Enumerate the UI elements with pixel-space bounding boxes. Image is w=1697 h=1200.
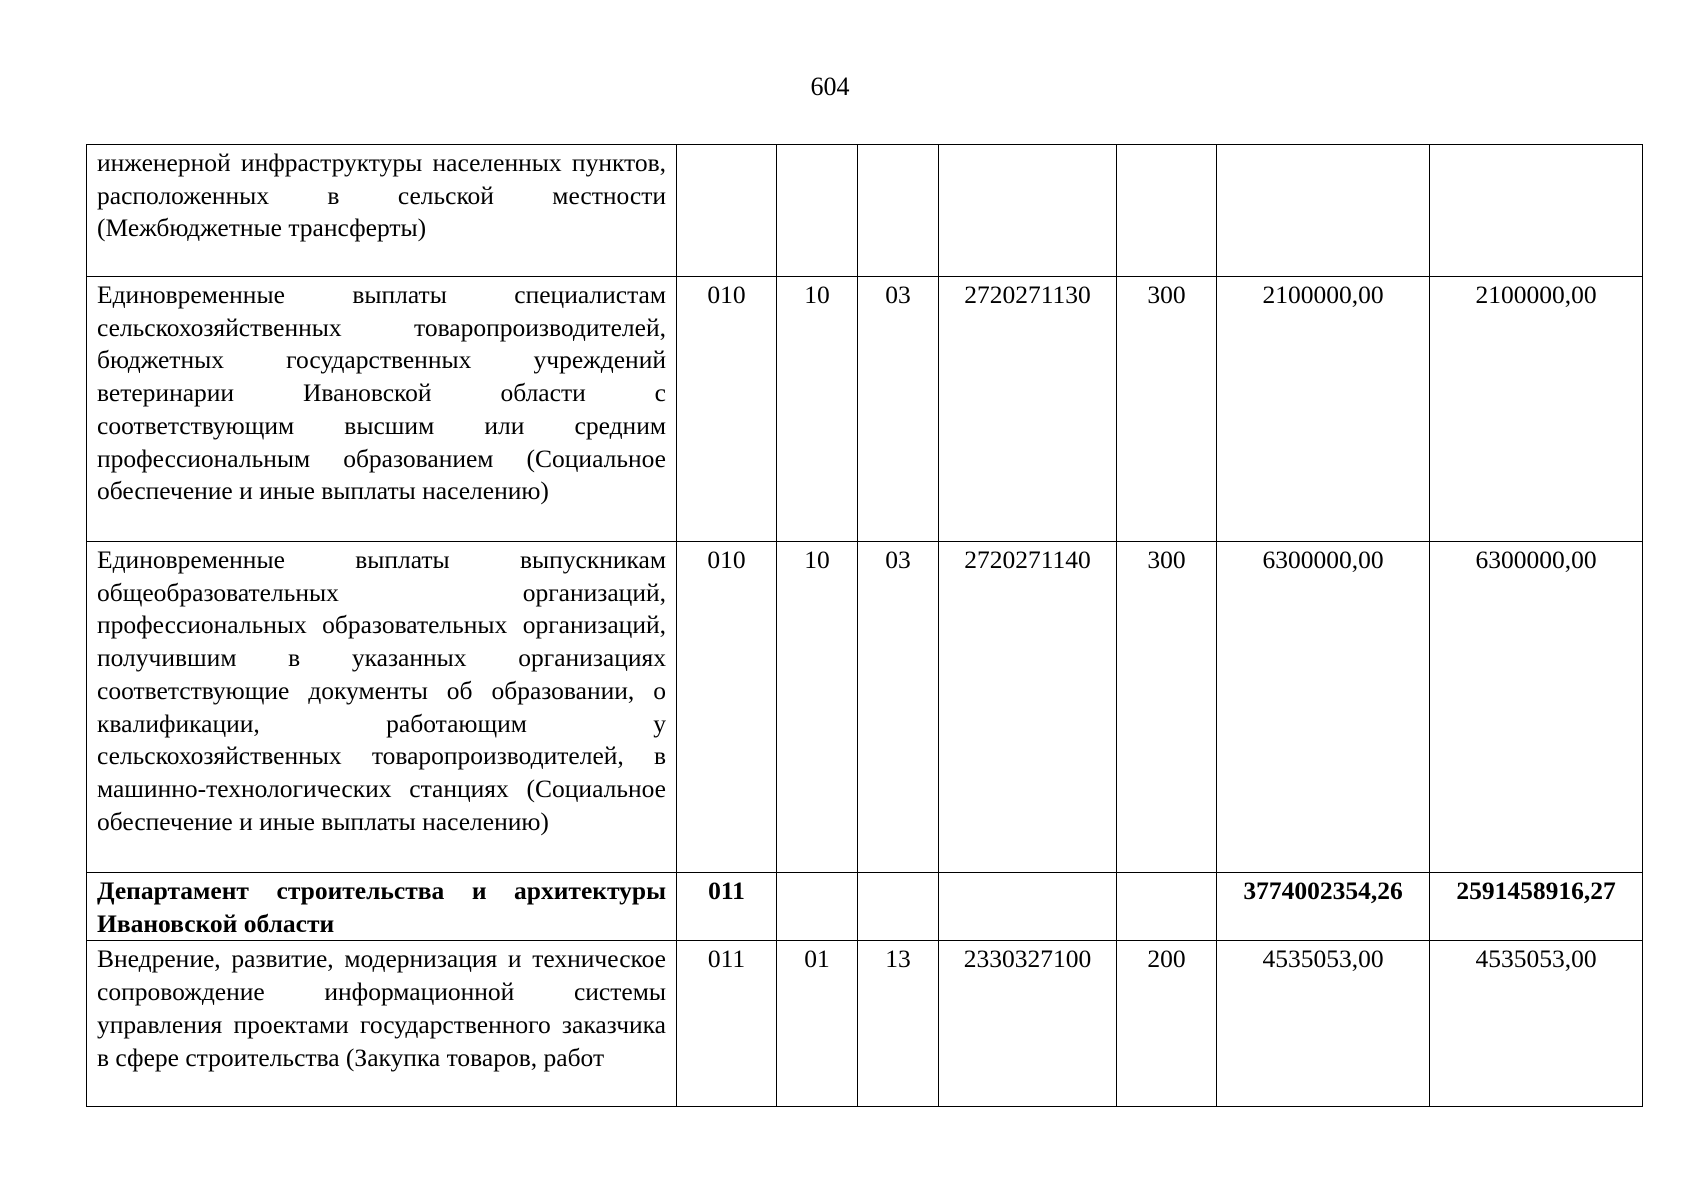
row-expense-type-code: 200	[1117, 941, 1217, 1107]
department-sum-year-2: 2591458916,27	[1430, 873, 1643, 941]
row-subsection-code: 03	[858, 277, 939, 542]
row-glav-code: 010	[677, 542, 777, 873]
row-description: инженерной инфраструктуры населенных пунктов, расположенных в сельской местности (Межбюджетные трансферты)	[87, 145, 677, 277]
row-subsection-code	[858, 145, 939, 277]
row-subsection-code	[858, 873, 939, 941]
row-glav-code: 011	[677, 873, 777, 941]
row-glav-code: 011	[677, 941, 777, 1107]
row-target-article-code	[939, 873, 1117, 941]
row-sum-year-2: 2100000,00	[1430, 277, 1643, 542]
row-sum-year-2: 6300000,00	[1430, 542, 1643, 873]
row-section-code	[777, 145, 858, 277]
table-row	[87, 145, 1643, 277]
row-expense-type-code: 300	[1117, 277, 1217, 542]
row-section-code: 10	[777, 542, 858, 873]
budget-table	[86, 144, 1643, 1107]
row-description: Единовременные выплаты специалистам сельскохозяйственных товаропроизводителей, бюджетных государственных учреждений ветеринарии Ивановской области с соответствующим высшим или средним профессиональным образованием (Социальное обеспечение и иные выплаты населению)	[87, 277, 677, 542]
row-expense-type-code	[1117, 145, 1217, 277]
row-subsection-code: 13	[858, 941, 939, 1107]
row-target-article-code	[939, 145, 1117, 277]
row-description: Внедрение, развитие, модернизация и техническое сопровождение информационной системы управления проектами государственного заказчика в сфере строительства (Закупка товаров, работ	[87, 941, 677, 1107]
table-row	[87, 542, 1643, 873]
row-section-code: 10	[777, 277, 858, 542]
table-row	[87, 277, 1643, 542]
row-glav-code: 010	[677, 277, 777, 542]
row-sum-year-1: 4535053,00	[1217, 941, 1430, 1107]
department-name: Департамент строительства и архитектуры Ивановской области	[87, 873, 677, 941]
row-sum-year-1: 2100000,00	[1217, 277, 1430, 542]
table-row-department	[87, 873, 1643, 941]
row-target-article-code: 2720271140	[939, 542, 1117, 873]
page-number: 604	[810, 72, 850, 101]
department-sum-year-1: 3774002354,26	[1217, 873, 1430, 941]
row-expense-type-code	[1117, 873, 1217, 941]
row-description: Единовременные выплаты выпускникам общеобразовательных организаций, профессиональных образовательных организаций, получившим в указанных организациях соответствующие документы об образовании, о квалификации, работающим у сельскохозяйственных товаропроизводителей, в машинно-технологических станциях (Социальное обеспечение и иные выплаты населению)	[87, 542, 677, 873]
row-subsection-code: 03	[858, 542, 939, 873]
row-glav-code	[677, 145, 777, 277]
row-target-article-code: 2330327100	[939, 941, 1117, 1107]
row-sum-year-2: 4535053,00	[1430, 941, 1643, 1107]
row-sum-year-1	[1217, 145, 1430, 277]
row-sum-year-1: 6300000,00	[1217, 542, 1430, 873]
row-section-code	[777, 873, 858, 941]
row-expense-type-code: 300	[1117, 542, 1217, 873]
row-target-article-code: 2720271130	[939, 277, 1117, 542]
row-sum-year-2	[1430, 145, 1643, 277]
row-section-code: 01	[777, 941, 858, 1107]
table-row	[87, 941, 1643, 1107]
